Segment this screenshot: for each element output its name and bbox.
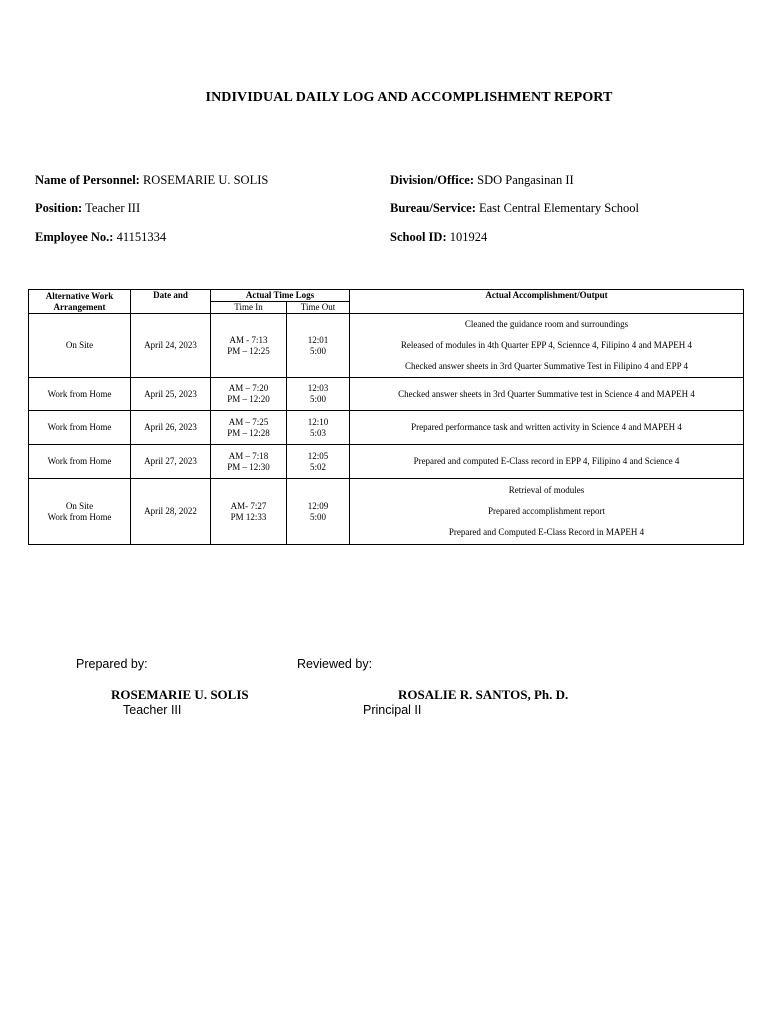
cell-accomplishment-line: Prepared accomplishment report [488,506,605,516]
division-label: Division/Office: [390,173,475,187]
header-time-in: Time In [211,302,287,314]
cell-date-line: April 28, 2022 [144,506,197,516]
cell-time-in [211,378,287,411]
cell-time-out-line: 12:05 [307,450,329,461]
cell-accomplishment [350,479,744,545]
cell-time-out-line: 12:03 [307,383,329,393]
cell-accomplishment [350,314,744,378]
cell-time-out-line: 5:02 [309,461,326,472]
report-title: INDIVIDUAL DAILY LOG AND ACCOMPLISHMENT REPORT [205,90,613,105]
cell-time-out-line: 12:01 [307,334,329,345]
cell-arrangement-line: Work from Home [47,388,112,399]
prepared-by-label: Prepared by: [76,657,148,671]
cell-time-in [211,479,287,545]
cell-time-in-line: PM – 12:30 [227,461,270,472]
cell-accomplishment-line: Prepared and computed E-Class record in EPP 4, Filipino 4 and Science 4 [413,456,680,466]
reviewed-by-role: Principal II [363,703,422,717]
name-value: ROSEMARIE U. SOLIS [142,173,269,187]
cell-arrangement-line: Work from Home [47,456,112,466]
reviewed-by-name: ROSALIE R. SANTOS, Ph. D. [398,687,569,702]
header-time-out: Time Out [287,302,350,314]
position-label: Position: [35,201,83,215]
bureau-label: Bureau/Service: [390,201,476,215]
school-id [390,230,487,245]
cell-arrangement-line: Work from Home [47,422,112,432]
name-label: Name of Personnel: [35,173,140,187]
table-row [29,378,744,411]
header-accomplishment: Actual Accomplishment/Output [350,290,744,314]
cell-accomplishment-line: Cleaned the guidance room and surroundings [464,319,629,329]
schoolid-label: School ID: [390,230,447,244]
cell-time-in [211,411,287,445]
cell-time-out [287,314,350,378]
cell-accomplishment [350,378,744,411]
cell-arrangement [29,378,131,411]
cell-arrangement [29,411,131,445]
cell-date-line: April 26, 2023 [144,422,197,432]
cell-accomplishment [350,411,744,445]
cell-arrangement [29,314,131,378]
table-row [29,445,744,479]
cell-accomplishment-line: Checked answer sheets in 3rd Quarter Summative Test in Filipino 4 and EPP 4 [404,361,689,371]
cell-arrangement-line: On Site [65,500,94,511]
cell-date [131,378,211,411]
cell-time-in [211,445,287,479]
prepared-by-name: ROSEMARIE U. SOLIS [111,687,249,702]
cell-time-out-line: 5:00 [309,511,326,522]
cell-arrangement [29,445,131,479]
cell-time-out-line: 5:00 [309,394,326,404]
cell-date-line: April 24, 2023 [144,340,197,350]
name-of-personnel [35,173,268,188]
cell-date [131,411,211,445]
table-row [29,411,744,445]
bureau-service [390,201,639,216]
cell-time-in-line: PM – 12:28 [227,427,270,438]
cell-date [131,479,211,545]
cell-date [131,445,211,479]
cell-date [131,314,211,378]
position-value: Teacher III [85,201,141,215]
cell-time-in [211,314,287,378]
division-value: SDO Pangasinan II [477,173,574,187]
cell-accomplishment-line: Released of modules in 4th Quarter EPP 4, Sciennce 4, Filipino 4 and MAPEH 4 [400,340,693,350]
empno-value: 41151334 [116,230,167,244]
cell-time-in-line: AM- 7:27 [230,500,267,511]
cell-date-line: April 27, 2023 [144,456,197,466]
cell-time-in-line: PM – 12:20 [227,394,270,404]
cell-time-out [287,378,350,411]
cell-time-in-line: PM – 12:25 [227,345,270,356]
table-row [29,479,744,545]
header-arrangement: Alternative Work Arrangement [29,290,131,314]
cell-time-out [287,445,350,479]
cell-accomplishment-line: Prepared and Computed E-Class Record in MAPEH 4 [448,527,645,537]
cell-time-out [287,411,350,445]
cell-date-line: April 25, 2023 [144,388,197,399]
cell-time-out-line: 12:09 [307,500,329,511]
prepared-by-role: Teacher III [123,703,182,717]
cell-time-in-line: AM – 7:20 [228,383,269,393]
cell-time-in-line: AM – 7:18 [228,450,269,461]
table-row [29,314,744,378]
cell-time-in-line: AM – 7:25 [228,416,269,427]
cell-accomplishment-line: Checked answer sheets in 3rd Quarter Summative test in Science 4 and MAPEH 4 [398,388,695,399]
empno-label: Employee No.: [35,230,114,244]
position [35,201,140,216]
employee-number [35,230,166,245]
cell-accomplishment-line: Prepared performance task and written activity in Science 4 and MAPEH 4 [411,422,682,432]
cell-time-out-line: 5:00 [309,345,326,356]
bureau-value: East Central Elementary School [479,201,640,215]
cell-time-out-line: 5:03 [309,427,326,438]
cell-arrangement-line: Work from Home [47,511,112,522]
cell-time-in-line: PM 12:33 [230,511,267,522]
cell-time-in-line: AM - 7:13 [229,334,268,345]
header-time-logs: Actual Time Logs [211,290,350,302]
cell-accomplishment-line: Retrieval of modules [508,485,585,495]
cell-arrangement-line: On Site [65,340,94,350]
division-office [390,173,574,188]
cell-arrangement [29,479,131,545]
cell-time-out-line: 12:10 [307,416,329,427]
cell-time-out [287,479,350,545]
cell-accomplishment [350,445,744,479]
header-date: Date and [131,290,211,314]
reviewed-by-label: Reviewed by: [297,657,373,671]
schoolid-value: 101924 [449,230,488,244]
daily-log-table [28,289,744,545]
